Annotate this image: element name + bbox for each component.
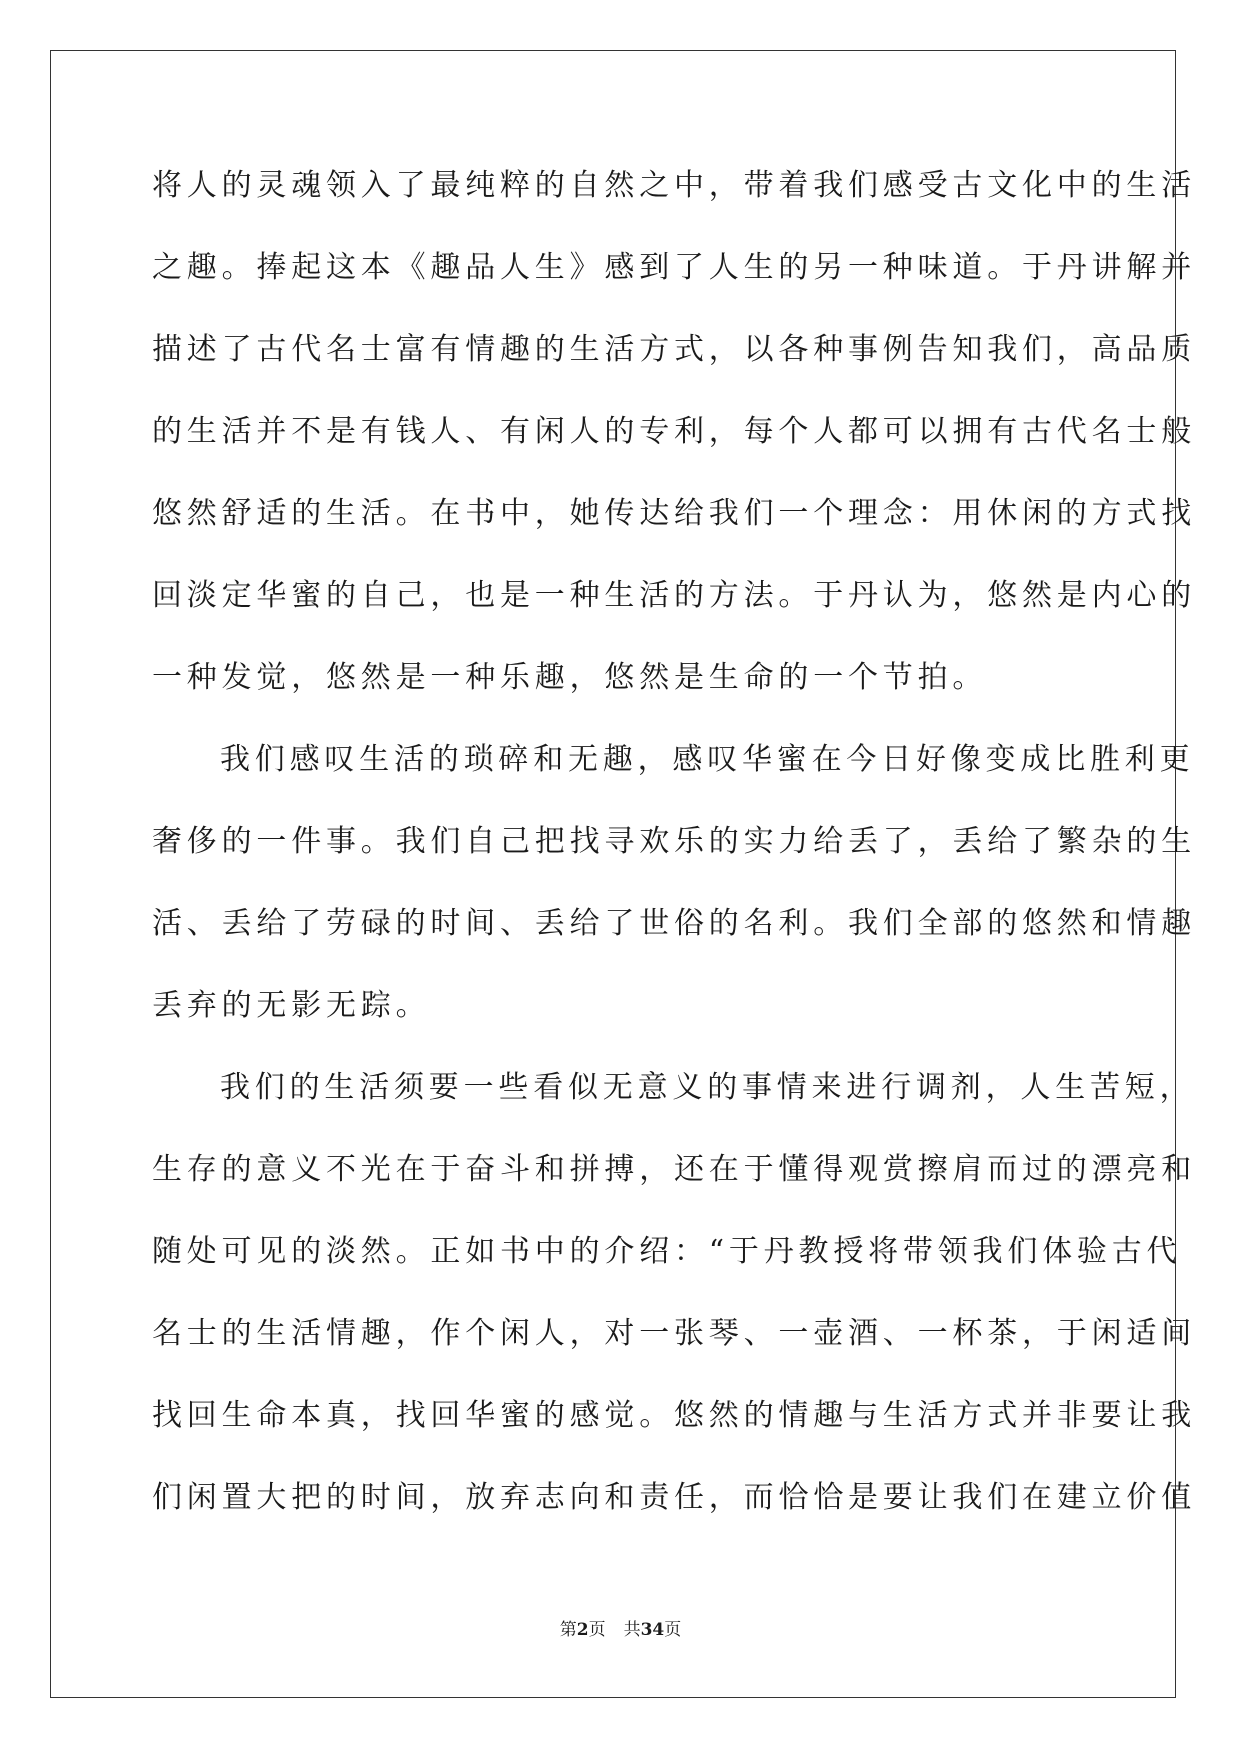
page-number: 2 <box>576 1620 589 1640</box>
text-line: 随处可见的淡然。正如书中的介绍：“于丹教授将带领我们体验古代 <box>152 1234 1182 1269</box>
total-pages: 34 <box>640 1620 665 1640</box>
total-label-prefix: 共 <box>623 1620 641 1640</box>
page-label-prefix: 第 <box>559 1620 577 1640</box>
text-line: 回淡定华蜜的自己，也是一种生活的方法。于丹认为，悠然是内心的 <box>152 578 1196 613</box>
text-line: 生存的意义不光在于奋斗和拼搏，还在于懂得观赏擦肩而过的漂亮和 <box>152 1152 1196 1187</box>
document-body <box>152 164 1196 1558</box>
text-line: 一种发觉，悠然是一种乐趣，悠然是生命的一个节拍。 <box>152 660 988 695</box>
text-line: 描述了古代名士富有情趣的生活方式，以各种事例告知我们，高品质 <box>152 332 1196 367</box>
text-line: 将人的灵魂领入了最纯粹的自然之中，带着我们感受古文化中的生活 <box>152 168 1196 203</box>
text-line: 活、丢给了劳碌的时间、丢给了世俗的名利。我们全部的悠然和情趣 <box>152 906 1196 941</box>
total-label-suffix: 页 <box>664 1620 682 1640</box>
text-line: 找回生命本真，找回华蜜的感觉。悠然的情趣与生活方式并非要让我 <box>152 1398 1196 1433</box>
text-line: 的生活并不是有钱人、有闲人的专利，每个人都可以拥有古代名士般 <box>152 414 1196 449</box>
text-line: 我们感叹生活的琐碎和无趣，感叹华蜜在今日好像变成比胜利更 <box>220 742 1195 777</box>
text-line: 奢侈的一件事。我们自己把找寻欢乐的实力给丢了，丢给了繁杂的生 <box>152 824 1196 859</box>
text-line: 我们的生活须要一些看似无意义的事情来进行调剂，人生苦短， <box>220 1070 1195 1105</box>
text-line: 名士的生活情趣，作个闲人，对一张琴、一壶酒、一杯茶，于闲适间 <box>152 1316 1196 1351</box>
text-line: 之趣。捧起这本《趣品人生》感到了人生的另一种味道。于丹讲解并 <box>152 250 1196 285</box>
text-line: 悠然舒适的生活。在书中，她传达给我们一个理念：用休闲的方式找 <box>152 496 1196 531</box>
page-footer <box>0 1615 1241 1640</box>
page-label-suffix: 页 <box>588 1620 606 1640</box>
text-line: 丢弃的无影无踪。 <box>152 988 431 1023</box>
text-line: 们闲置大把的时间，放弃志向和责任，而恰恰是要让我们在建立价值 <box>152 1480 1196 1515</box>
